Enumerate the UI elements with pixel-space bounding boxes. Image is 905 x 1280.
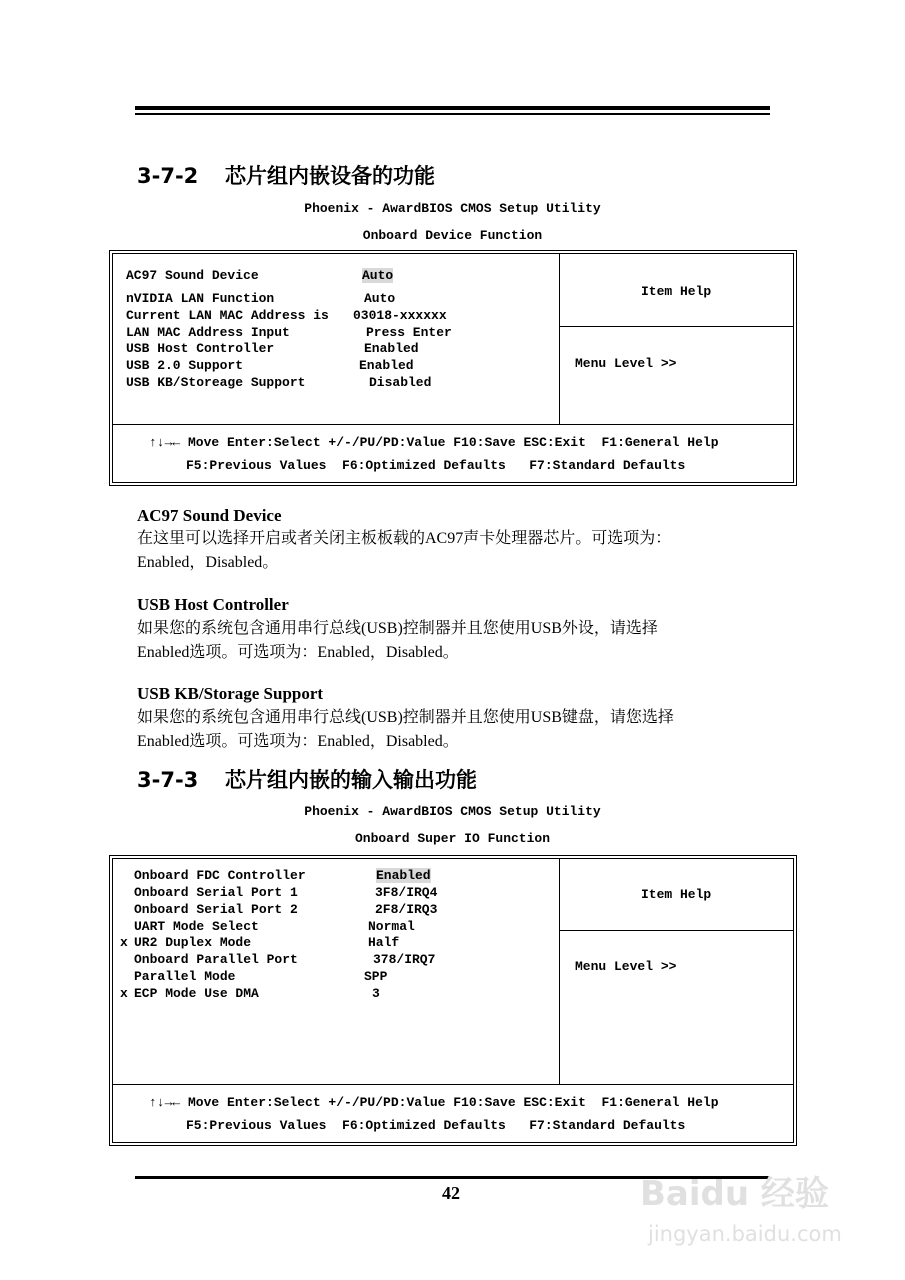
- setting-value[interactable]: 378/IRQ7: [373, 952, 436, 967]
- desc-text: Enabled选项。可选项为：Enabled，Disabled。: [137, 644, 459, 661]
- setting-value[interactable]: Disabled: [369, 375, 432, 390]
- setting-label[interactable]: ECP Mode Use DMA: [134, 986, 259, 1001]
- setting-label[interactable]: Onboard Serial Port 1: [134, 885, 298, 900]
- desc-text: 如果您的系统包含通用串行总线(USB)控制器并且您使用USB键盘，请您选择: [137, 709, 674, 726]
- bios-subtitle: Onboard Super IO Function: [354, 831, 551, 846]
- header-rule-thin: [135, 113, 770, 115]
- section-title-3-7-3: [137, 764, 477, 794]
- setting-label[interactable]: Onboard Parallel Port: [134, 952, 298, 967]
- bios-title: Phoenix - AwardBIOS CMOS Setup Utility: [304, 201, 601, 216]
- desc-heading-usb-host: USB Host Controller: [137, 595, 289, 614]
- item-help-label: Item Help: [641, 887, 712, 902]
- divider: [113, 424, 793, 425]
- setting-prefix: x: [120, 986, 128, 1001]
- setting-value[interactable]: Enabled: [359, 358, 414, 373]
- menu-level-label: Menu Level >>: [575, 356, 677, 371]
- setting-label[interactable]: USB Host Controller: [126, 341, 275, 356]
- item-help-label: Item Help: [641, 284, 712, 299]
- setting-label: AC97 Sound Device: [126, 268, 259, 283]
- setting-value[interactable]: 03018-xxxxxx: [353, 308, 447, 323]
- setting-label[interactable]: Current LAN MAC Address is: [126, 308, 329, 323]
- watermark-url: jingyan.baidu.com: [648, 1222, 842, 1246]
- setting-value-selected[interactable]: Auto: [362, 268, 394, 283]
- desc-heading-ac97: AC97 Sound Device: [137, 506, 282, 525]
- setting-label[interactable]: Onboard Serial Port 2: [134, 902, 298, 917]
- setting-value[interactable]: Press Enter: [366, 325, 452, 340]
- key-help-line-1: ↑↓→← Move Enter:Select +/-/PU/PD:Value F10:Save ESC:Exit F1:General Help: [149, 1095, 719, 1110]
- menu-level-label: Menu Level >>: [575, 959, 677, 974]
- bios-subtitle: Onboard Device Function: [362, 228, 543, 243]
- setting-value[interactable]: 2F8/IRQ3: [375, 902, 438, 917]
- setting-label[interactable]: UR2 Duplex Mode: [134, 935, 252, 950]
- setting-label[interactable]: nVIDIA LAN Function: [126, 291, 275, 306]
- desc-heading-usb-kb: USB KB/Storage Support: [137, 684, 324, 703]
- section-title-3-7-2: [137, 160, 435, 190]
- page-number: 42: [442, 1183, 460, 1203]
- desc-text: Enabled选项。可选项为：Enabled，Disabled。: [137, 733, 459, 750]
- setting-row[interactable]: [126, 268, 259, 283]
- key-help-line-2: F5:Previous Values F6:Optimized Defaults F7:Standard Defaults: [186, 458, 686, 473]
- bios-screen-onboard-device: [109, 250, 797, 486]
- bios-screen-super-io: [109, 855, 797, 1146]
- setting-prefix: x: [120, 935, 128, 950]
- divider: [559, 254, 560, 425]
- watermark-logo: Baidu 经验: [640, 1174, 829, 1214]
- bios-title: Phoenix - AwardBIOS CMOS Setup Utility: [304, 804, 601, 819]
- divider: [559, 326, 793, 327]
- setting-value-selected[interactable]: Enabled: [376, 868, 431, 883]
- divider: [559, 859, 560, 1085]
- desc-text: 在这里可以选择开启或者关闭主板板载的AC97声卡处理器芯片。可选项为：: [137, 530, 672, 547]
- section-number: 3-7-2: [137, 164, 199, 188]
- setting-label[interactable]: Parallel Mode: [134, 969, 236, 984]
- setting-label[interactable]: Onboard FDC Controller: [134, 868, 306, 883]
- setting-label[interactable]: USB KB/Storeage Support: [126, 375, 306, 390]
- section-heading: 芯片组内嵌的输入输出功能: [225, 768, 477, 792]
- divider: [559, 930, 793, 931]
- key-help-line-1: ↑↓→← Move Enter:Select +/-/PU/PD:Value F10:Save ESC:Exit F1:General Help: [149, 435, 719, 450]
- setting-value[interactable]: 3F8/IRQ4: [375, 885, 438, 900]
- setting-value[interactable]: SPP: [364, 969, 388, 984]
- setting-value[interactable]: Auto: [364, 291, 396, 306]
- divider: [113, 1084, 793, 1085]
- setting-value[interactable]: 3: [372, 986, 380, 1001]
- setting-label[interactable]: UART Mode Select: [134, 919, 259, 934]
- section-number: 3-7-3: [137, 768, 199, 792]
- setting-value[interactable]: Normal: [368, 919, 415, 934]
- key-help-line-2: F5:Previous Values F6:Optimized Defaults F7:Standard Defaults: [186, 1118, 686, 1133]
- desc-text: 如果您的系统包含通用串行总线(USB)控制器并且您使用USB外设，请选择: [137, 620, 658, 637]
- header-rule-thick: [135, 106, 770, 110]
- setting-label[interactable]: USB 2.0 Support: [126, 358, 244, 373]
- setting-label[interactable]: LAN MAC Address Input: [126, 325, 290, 340]
- desc-text: Enabled，Disabled。: [137, 554, 279, 571]
- section-heading: 芯片组内嵌设备的功能: [225, 164, 435, 188]
- setting-value[interactable]: Enabled: [364, 341, 419, 356]
- setting-value[interactable]: Half: [368, 935, 400, 950]
